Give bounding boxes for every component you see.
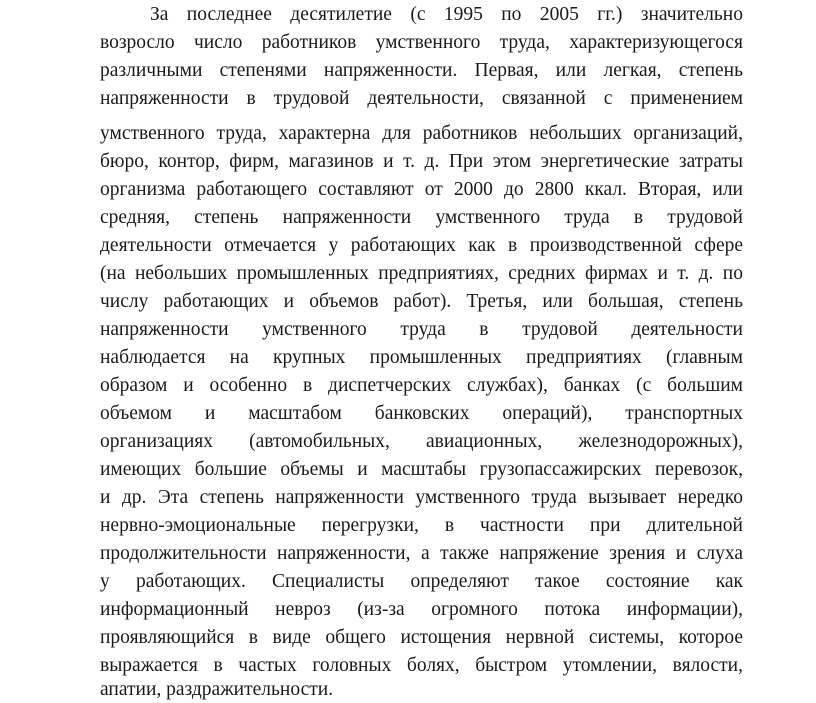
text-line: различными степенями напряженности. Первая, или легкая, степень: [100, 60, 743, 81]
text-line: продолжительности напряженности, а также напряжение зрения и слуха: [100, 543, 743, 564]
text-line-last: апатии, раздражительности.: [100, 679, 334, 700]
text-line: нервно-эмоциональные перегрузки, в частности при длительной: [100, 515, 743, 536]
text-line: возросло число работников умственного труда, характеризующегося: [100, 32, 743, 53]
text-line: бюро, контор, фирм, магазинов и т. д. При этом энергетические затраты: [100, 151, 743, 172]
text-line: (на небольших промышленных предприятиях, средних фирмах и т. д. по: [100, 263, 743, 284]
text-line: выражается в частых головных болях, быстром утомлении, вялости,: [100, 655, 743, 676]
text-line: напряженности в трудовой деятельности, связанной с применением: [100, 88, 743, 109]
text-line: За последнее десятилетие (с 1995 по 2005 гг.) значительно: [150, 4, 743, 25]
text-line: умственного труда, характерна для работников небольших организаций,: [100, 123, 743, 144]
text-line: образом и особенно в диспетчерских службах), банках (с большим: [100, 375, 743, 396]
text-line: информационный невроз (из-за огромного потока информации),: [100, 599, 743, 620]
text-line: организма работающего составляют от 2000 до 2800 ккал. Вторая, или: [100, 179, 743, 200]
text-line: напряженности умственного труда в трудовой деятельности: [100, 319, 743, 340]
text-line: проявляющийся в виде общего истощения нервной системы, которое: [100, 627, 743, 648]
text-line: средняя, степень напряженности умственного труда в трудовой: [100, 207, 743, 228]
text-line: имеющих большие объемы и масштабы грузопассажирских перевозок,: [100, 459, 743, 480]
text-line: деятельности отмечается у работающих как в производственной сфере: [100, 235, 743, 256]
text-line: наблюдается на крупных промышленных предприятиях (главным: [100, 347, 743, 368]
text-line: и др. Эта степень напряженности умственного труда вызывает нередко: [100, 487, 743, 508]
text-line: объемом и масштабом банковских операций), транспортных: [100, 403, 743, 424]
text-line: организациях (автомобильных, авиационных, железнодорожных),: [100, 431, 743, 452]
text-line: числу работающих и объемов работ). Третья, или большая, степень: [100, 291, 743, 312]
text-line: у работающих. Специалисты определяют такое состояние как: [100, 571, 743, 592]
